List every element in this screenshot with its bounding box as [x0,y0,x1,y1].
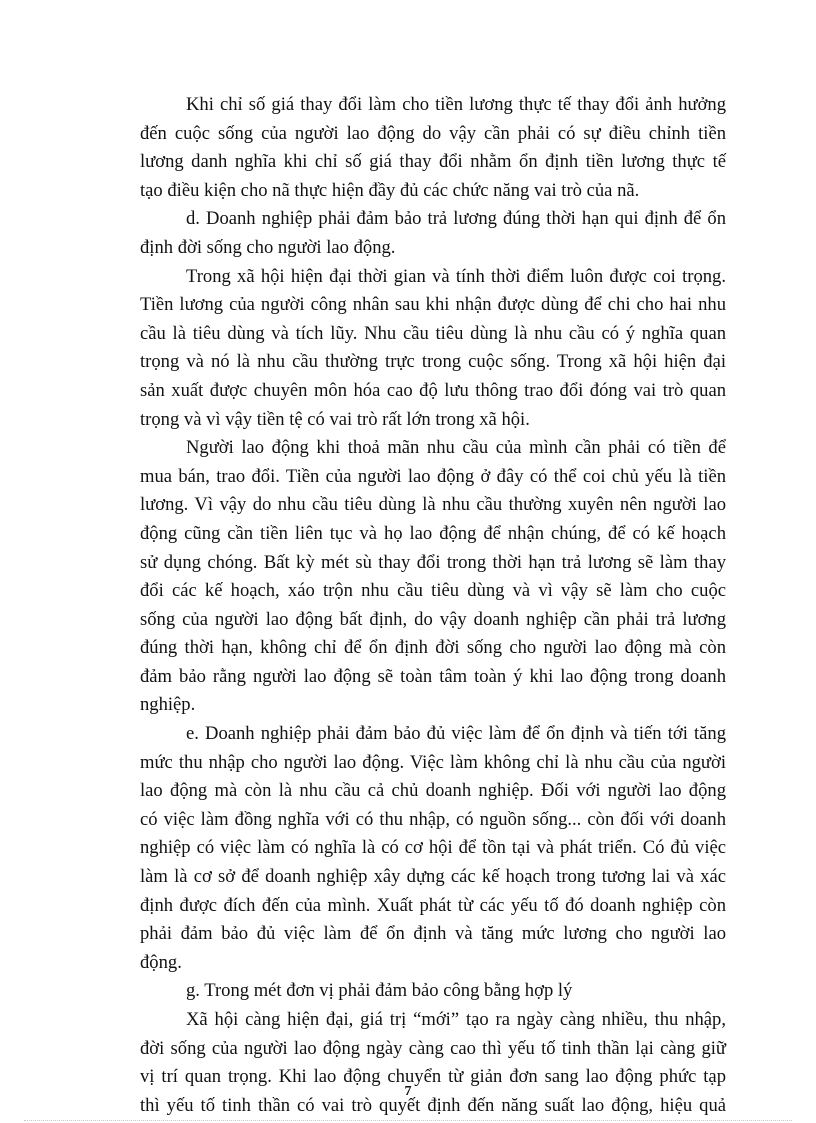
text-line: sống của người lao động bất định, do vậy doanh nghiệp cần phải trả lương [140,608,726,630]
paragraph-d-heading [140,205,726,262]
paragraph-modern-society-time [140,263,726,435]
text-line: nghiệp. [140,694,196,716]
text-line: tạo điều kiện cho nã thực hiện đầy đủ các chức năng vai trò của nã. [140,179,640,201]
text-line: d. Doanh nghiệp phải đảm bảo trả lương đúng thời hạn qui định để ổn [186,208,726,230]
paragraph-g-heading [140,977,726,1006]
text-line: làm là cơ sở để doanh nghiệp xây dựng các kế hoạch trong tương lai và xác [140,866,726,888]
page-body [140,91,726,1120]
text-line: sử dụng chóng. Bất kỳ mét sù thay đổi trong thời hạn trả lương sẽ làm thay [140,551,726,573]
text-line: định đời sống cho người lao động. [140,236,396,258]
text-line: lương. Vì vậy do nhu cầu tiêu dùng là nhu cầu thường xuyên nên người lao [140,494,726,516]
text-line: định được đích đến của mình. Xuất phát từ các yếu tố đó doanh nghiệp còn [140,894,726,916]
text-line: Khi chỉ số giá thay đổi làm cho tiền lương thực tế thay đổi ảnh hưởng [186,94,726,115]
text-line: phải đảm bảo đủ việc làm để ổn định và tăng mức lương cho người lao [140,923,726,945]
text-line: nghiệp có việc làm có nghĩa là có cơ hội để tồn tại và phát triển. Có đủ việc [140,837,726,859]
text-line: cầu là tiêu dùng và tích lũy. Nhu cầu tiêu dùng là nhu cầu có ý nghĩa quan [140,322,726,344]
text-line: thì yếu tố tinh thần có vai trò quyết định đến năng suất lao động, hiệu quả [140,1094,726,1116]
text-line: mức thu nhập cho người lao động. Việc làm không chỉ là nhu cầu của người [140,751,726,773]
text-line: có việc làm đồng nghĩa với có thu nhập, có nguồn sống... còn đối với doanh [140,808,726,830]
text-line: e. Doanh nghiệp phải đảm bảo đủ việc làm để ổn định và tiến tới tăng [186,723,726,745]
paragraph-worker-needs-money [140,434,726,720]
text-line: động. [140,951,182,973]
paragraph-society-spirit [140,1006,726,1120]
text-line: đổi các kế hoạch, xáo trộn nhu cầu tiêu dùng và vì vậy sẽ làm cho cuộc [140,580,726,602]
text-line: đến cuộc sống của người lao động do vậy cần phải có sự điều chỉnh tiền [140,122,726,144]
text-line: đảm bảo rằng người lao động sẽ toàn tâm toàn ý khi lao động trong doanh [140,665,726,687]
text-line: trọng và nó là nhu cầu thường trực trong cuộc sống. Trong xã hội hiện đại [140,351,726,373]
text-line: Xã hội càng hiện đại, giá trị “mới” tạo ra ngày càng nhiều, thu nhập, [186,1009,726,1030]
footer-divider [24,1120,792,1121]
text-line: trọng và vì vậy tiền tệ có vai trò rất lớn trong xã hội. [140,408,530,430]
paragraph-real-wage-adjustment [140,91,726,205]
text-line: lương danh nghĩa khi chỉ số giá thay đổi nhằm ổn định tiền lương thực tế [140,151,726,173]
text-line: mua bán, trao đổi. Tiền của người lao động ở đây có thể coi chủ yếu là tiền [140,465,726,487]
text-line: sản xuất được chuyên môn hóa cao độ lưu thông trao đổi đóng vai trò quan [140,379,726,401]
text-line: động cũng cần tiền liên tục và họ lao động để nhận chúng, để có kế hoạch [140,522,726,544]
text-line: vị trí quan trọng. Khi lao động chuyển từ giản đơn sang lao động phức tạp [140,1066,726,1088]
text-line: đúng thời hạn, không chỉ để ổn định đời sống cho người lao động mà còn [140,637,726,659]
text-line: Trong xã hội hiện đại thời gian và tính thời điểm luôn được coi trọng. [186,265,726,287]
text-line: g. Trong mét đơn vị phải đảm bảo công bằng hợp lý [186,980,573,1002]
text-line: lao động mà còn là nhu cầu cả chủ doanh nghiệp. Đối với người lao động [140,780,726,802]
text-line: Tiền lương của người công nhân sau khi nhận được dùng để chi cho hai nhu [140,294,726,316]
text-line: đời sống của người lao động ngày càng cao thì yếu tố tinh thần lại càng giữ [140,1037,726,1059]
text-line: Người lao động khi thoả mãn nhu cầu của mình cần phải có tiền để [186,437,726,459]
paragraph-e-employment [140,720,726,977]
page-number: 7 [404,1084,412,1099]
